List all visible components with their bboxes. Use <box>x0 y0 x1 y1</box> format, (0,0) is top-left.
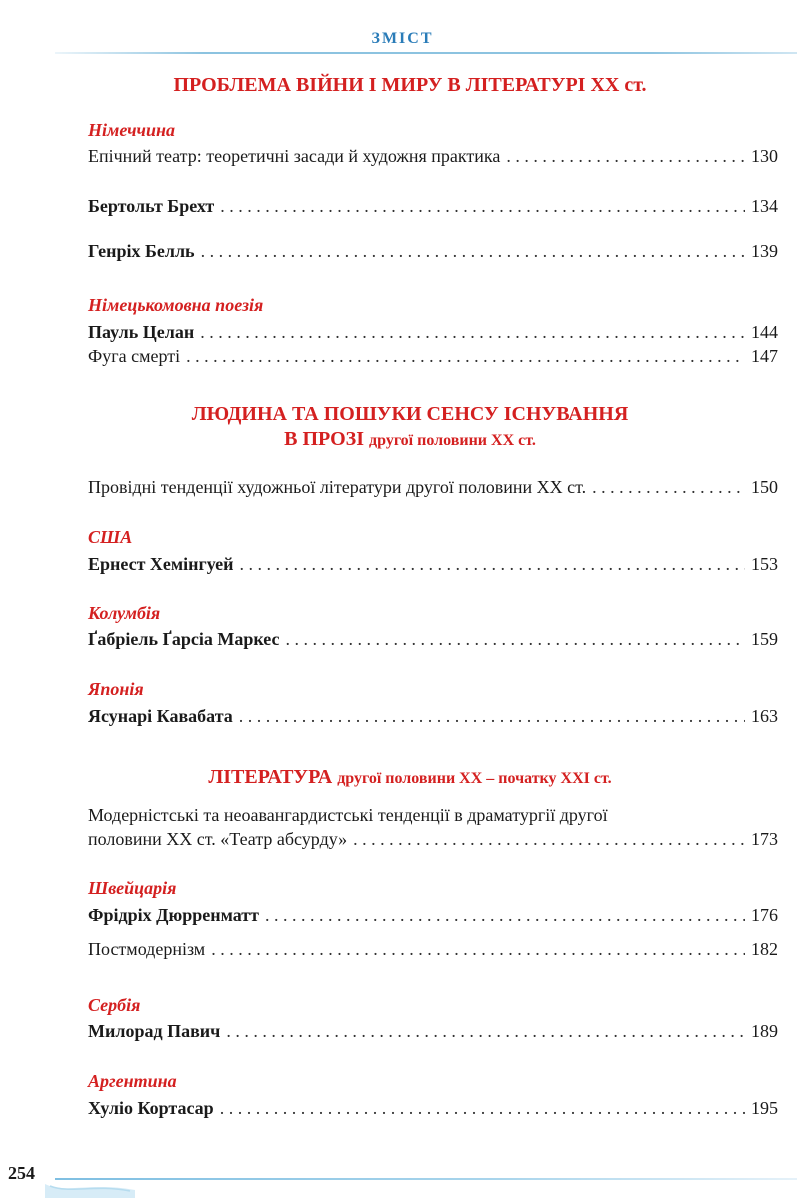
toc-entry-page: 159 <box>751 629 778 649</box>
dot-leader <box>506 146 745 167</box>
toc-entry-page: 176 <box>751 905 778 925</box>
dot-leader <box>240 554 745 575</box>
footer-divider <box>55 1178 797 1180</box>
header-divider <box>55 52 797 54</box>
dot-leader <box>239 706 745 727</box>
toc-entry-title: Фрідріх Дюрренматт <box>88 905 259 925</box>
toc-entry-page: 153 <box>751 554 778 574</box>
toc-entry[interactable] <box>88 554 778 578</box>
toc-entry[interactable] <box>88 322 778 346</box>
toc-entry-title: Постмодернізм <box>88 939 206 959</box>
dot-leader <box>285 629 745 650</box>
toc-entry-page: 144 <box>751 322 778 342</box>
toc-entry-page: 150 <box>751 477 778 497</box>
page-header-title: ЗМІСТ <box>371 30 434 47</box>
country-colombia: Колумбія <box>88 603 161 623</box>
country-switzerland: Швейцарія <box>88 878 177 898</box>
toc-entry[interactable] <box>88 905 778 929</box>
dot-leader <box>226 1021 745 1042</box>
dot-leader <box>353 829 745 850</box>
section-heading-line1: ЛЮДИНА ТА ПОШУКИ СЕНСУ ІСНУВАННЯ <box>191 403 629 425</box>
footer-wave-decoration <box>45 1180 135 1198</box>
toc-entry-title: Бертольт Брехт <box>88 196 215 216</box>
toc-entry-title: Провідні тенденції художньої літератури другої половини ХХ ст. <box>88 477 587 497</box>
toc-entry-title: половини ХХ ст. «Театр абсурду» <box>88 829 348 849</box>
section-heading-literature-xx-xxi: ЛІТЕРАТУРА другої половини ХХ – початку ХХІ ст. <box>208 766 612 788</box>
dot-leader <box>220 196 745 217</box>
toc-entry-title: Генріх Белль <box>88 241 195 261</box>
country-usa: США <box>88 527 133 547</box>
toc-entry[interactable] <box>88 829 778 853</box>
toc-entry[interactable] <box>88 706 778 730</box>
dot-leader <box>200 322 745 343</box>
toc-entry-page: 195 <box>751 1098 778 1118</box>
toc-entry[interactable] <box>88 629 778 653</box>
toc-entry-page: 134 <box>751 196 778 216</box>
page-number: 254 <box>8 1163 35 1183</box>
toc-entry-page: 182 <box>751 939 778 959</box>
dot-leader <box>201 241 745 262</box>
toc-entry[interactable] <box>88 196 778 220</box>
country-japan: Японія <box>88 679 144 699</box>
toc-entry-title: Ґабріель Ґарсіа Маркес <box>88 629 280 649</box>
toc-entry-page: 130 <box>751 146 778 166</box>
country-argentina: Аргентина <box>88 1071 177 1091</box>
toc-entry[interactable] <box>88 346 778 370</box>
dot-leader <box>592 477 745 498</box>
toc-entry-title: Ясунарі Кавабата <box>88 706 233 726</box>
toc-entry-page: 163 <box>751 706 778 726</box>
toc-entry-title: Фуга смерті <box>88 346 181 366</box>
country-germany: Німеччина <box>88 120 175 140</box>
country-serbia: Сербія <box>88 995 141 1015</box>
toc-entry-title: Ернест Хемінгуей <box>88 554 234 574</box>
toc-entry[interactable] <box>88 146 778 170</box>
toc-entry-page: 147 <box>751 346 778 366</box>
toc-entry[interactable] <box>88 1021 778 1045</box>
toc-entry-title: Хуліо Кортасар <box>88 1098 214 1118</box>
country-german-poetry: Німецькомовна поезія <box>88 295 264 315</box>
dot-leader <box>265 905 745 926</box>
toc-entry-page: 189 <box>751 1021 778 1041</box>
toc-entry[interactable] <box>88 939 778 963</box>
toc-entry-page: 173 <box>751 829 778 849</box>
section-heading-meaning-of-existence <box>40 402 780 453</box>
dot-leader <box>220 1098 745 1119</box>
toc-entry-line1: Модерністські та неоавангардистські тенденції в драматургії другої <box>88 805 608 825</box>
section-heading-war-and-peace: ПРОБЛЕМА ВІЙНИ І МИРУ В ЛІТЕРАТУРІ ХХ ст. <box>173 74 647 96</box>
toc-entry-title: Епічний театр: теоретичні засади й художня практика <box>88 146 501 166</box>
dot-leader <box>186 346 745 367</box>
toc-entry-page: 139 <box>751 241 778 261</box>
toc-entry[interactable] <box>88 477 778 501</box>
toc-entry[interactable] <box>88 241 778 265</box>
section-heading-line2: В ПРОЗІ другої половини ХХ ст. <box>284 428 536 450</box>
dot-leader <box>211 939 745 960</box>
toc-entry-title: Пауль Целан <box>88 322 195 342</box>
toc-entry[interactable] <box>88 1098 778 1122</box>
toc-entry-title: Милорад Павич <box>88 1021 221 1041</box>
